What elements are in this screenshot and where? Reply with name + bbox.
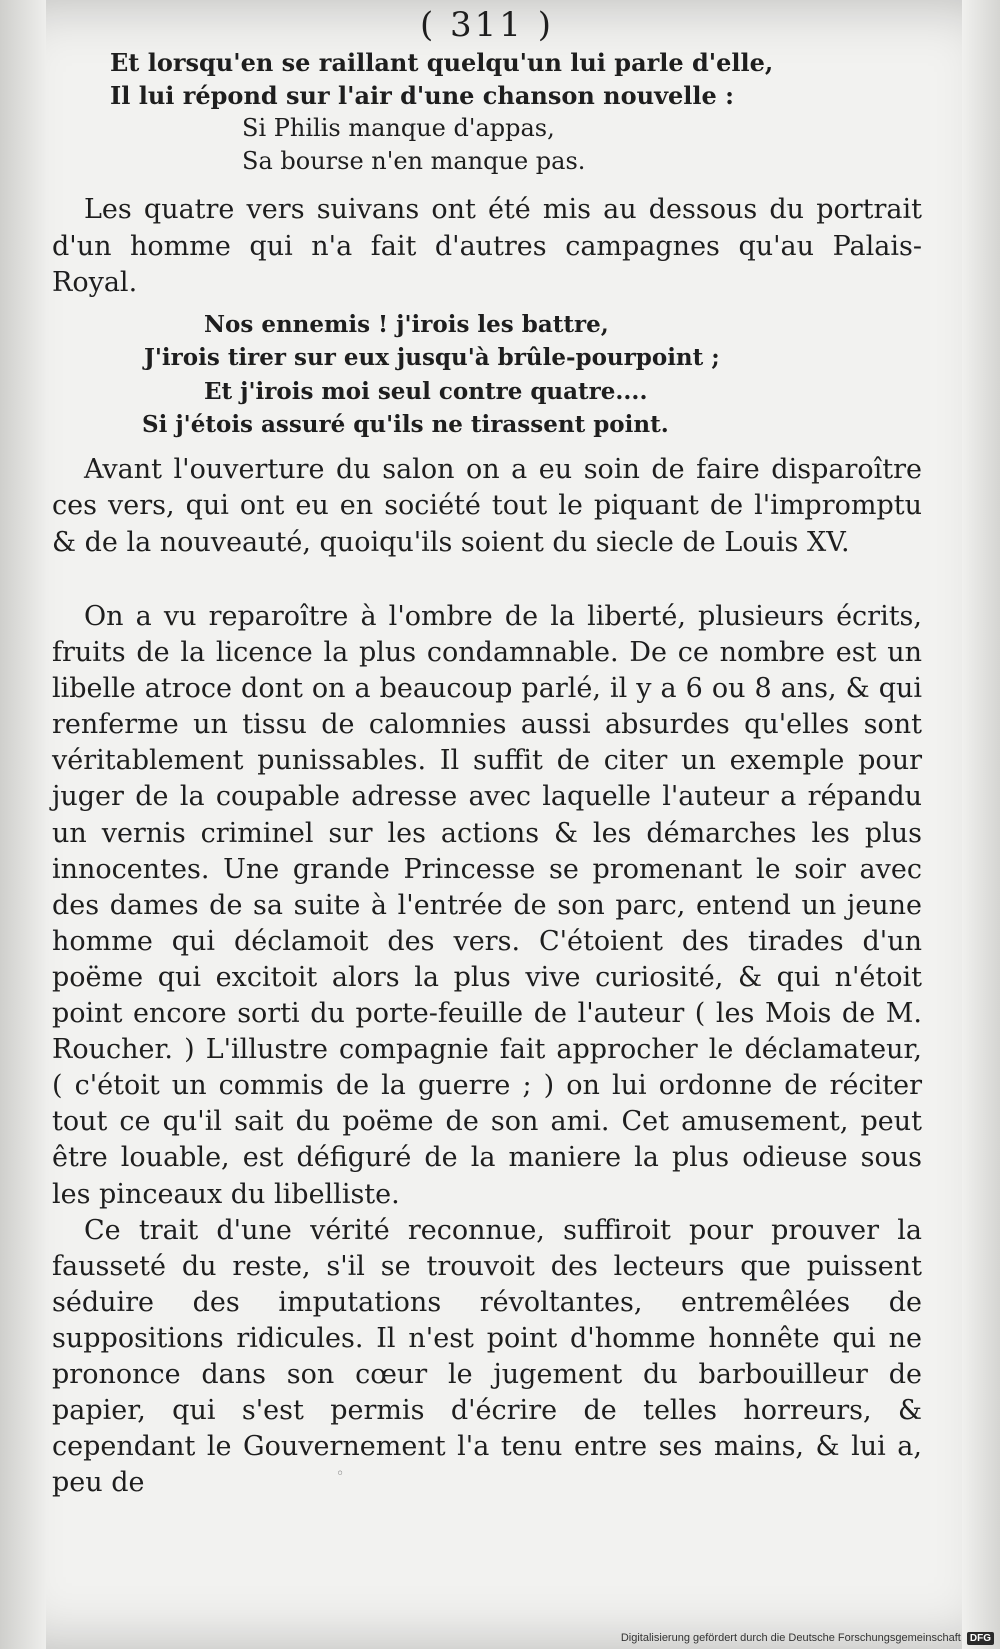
page-footer-mark: ◦	[336, 1466, 345, 1482]
paragraph: Ce trait d'une vérité reconnue, suffiroit pour prouver la fausseté du reste, s'il se trouvoit des lecteurs que puissent séduire des imputations révoltantes, entremêlées de suppositions ridicules. Il n'est point d'homme honnête qui ne prononce dans son cœur le jugement du barbouilleur de papier, qui s'est permis d'écrire de telles horreurs, & cependant le Gouvernement l'a tenu entre ses mains, & lui a, peu de	[52, 1214, 922, 1499]
verse-block-1	[52, 46, 922, 178]
verse-line: Sa bourse n'en manque pas.	[242, 147, 586, 175]
credit-text: Digitalisierung gefördert durch die Deutsche Forschungsgemeinschaft	[620, 1632, 961, 1644]
verse-line: Si Philis manque d'appas,	[242, 114, 555, 142]
paragraph: Les quatre vers suivans ont été mis au dessous du portrait d'un homme qui n'a fait d'autres campagnes qu'au Palais-Royal.	[52, 194, 922, 298]
verse-line: J'irois tirer sur eux jusqu'à brûle-pourpoint ;	[144, 344, 720, 371]
verse-line: Il lui répond sur l'air d'une chanson nouvelle :	[110, 81, 734, 110]
paragraph: Avant l'ouverture du salon on a eu soin de faire disparoître ces vers, qui ont eu en société tout le piquant de l'impromptu & de la nouveauté, quoiqu'ils soient du siecle de Louis XV.	[52, 453, 922, 558]
digitization-credit	[621, 1632, 994, 1645]
paragraph: On a vu reparoître à l'ombre de la liberté, plusieurs écrits, fruits de la licence la plus condamnable. De ce nombre est un libelle atroce dont on a beaucoup parlé, il y a 6 ou 8 ans, & qui renferme un tissu de calomnies aussi absurdes qu'elles sont véritablement punissables. Il suffit de citer un exemple pour juger de la coupable adresse avec laquelle l'auteur a répandu un vernis criminel sur les actions & les démarches les plus innocentes. Une grande Princesse se promenant le soir avec des dames de sa suite à l'entrée de son parc, entend un jeune homme qui déclamoit des vers. C'étoient des tirades d'un poëme qui excitoit alors la plus vive curiosité, & qui n'étoit point encore sorti du porte-feuille de l'auteur ( les Mois de M. Roucher. ) L'illustre compagnie fait approcher le déclamateur, ( c'étoit un commis de la guerre ; ) on lui ordonne de réciter tout ce qu'il sait du poëme de son ami. Cet amusement, peut être louable, est défiguré de la maniere la plus odieuse sous les pinceaux du libelliste.	[52, 601, 922, 1210]
verse-line: Si j'étois assuré qu'ils ne tirassent point.	[142, 411, 669, 438]
book-page	[52, 0, 922, 1501]
verse-line: Nos ennemis ! j'irois les battre,	[204, 310, 609, 338]
dfg-logo-icon: DFG	[967, 1632, 994, 1645]
page-left-edge-shadow	[0, 0, 46, 1649]
verse-line: Et j'irois moi seul contre quatre....	[204, 377, 648, 405]
verse-block-2	[52, 308, 922, 442]
verse-line: Et lorsqu'en se raillant quelqu'un lui parle d'elle,	[110, 48, 774, 77]
page-right-edge-shadow	[962, 0, 1000, 1649]
page-number: ( 311 )	[419, 5, 555, 45]
